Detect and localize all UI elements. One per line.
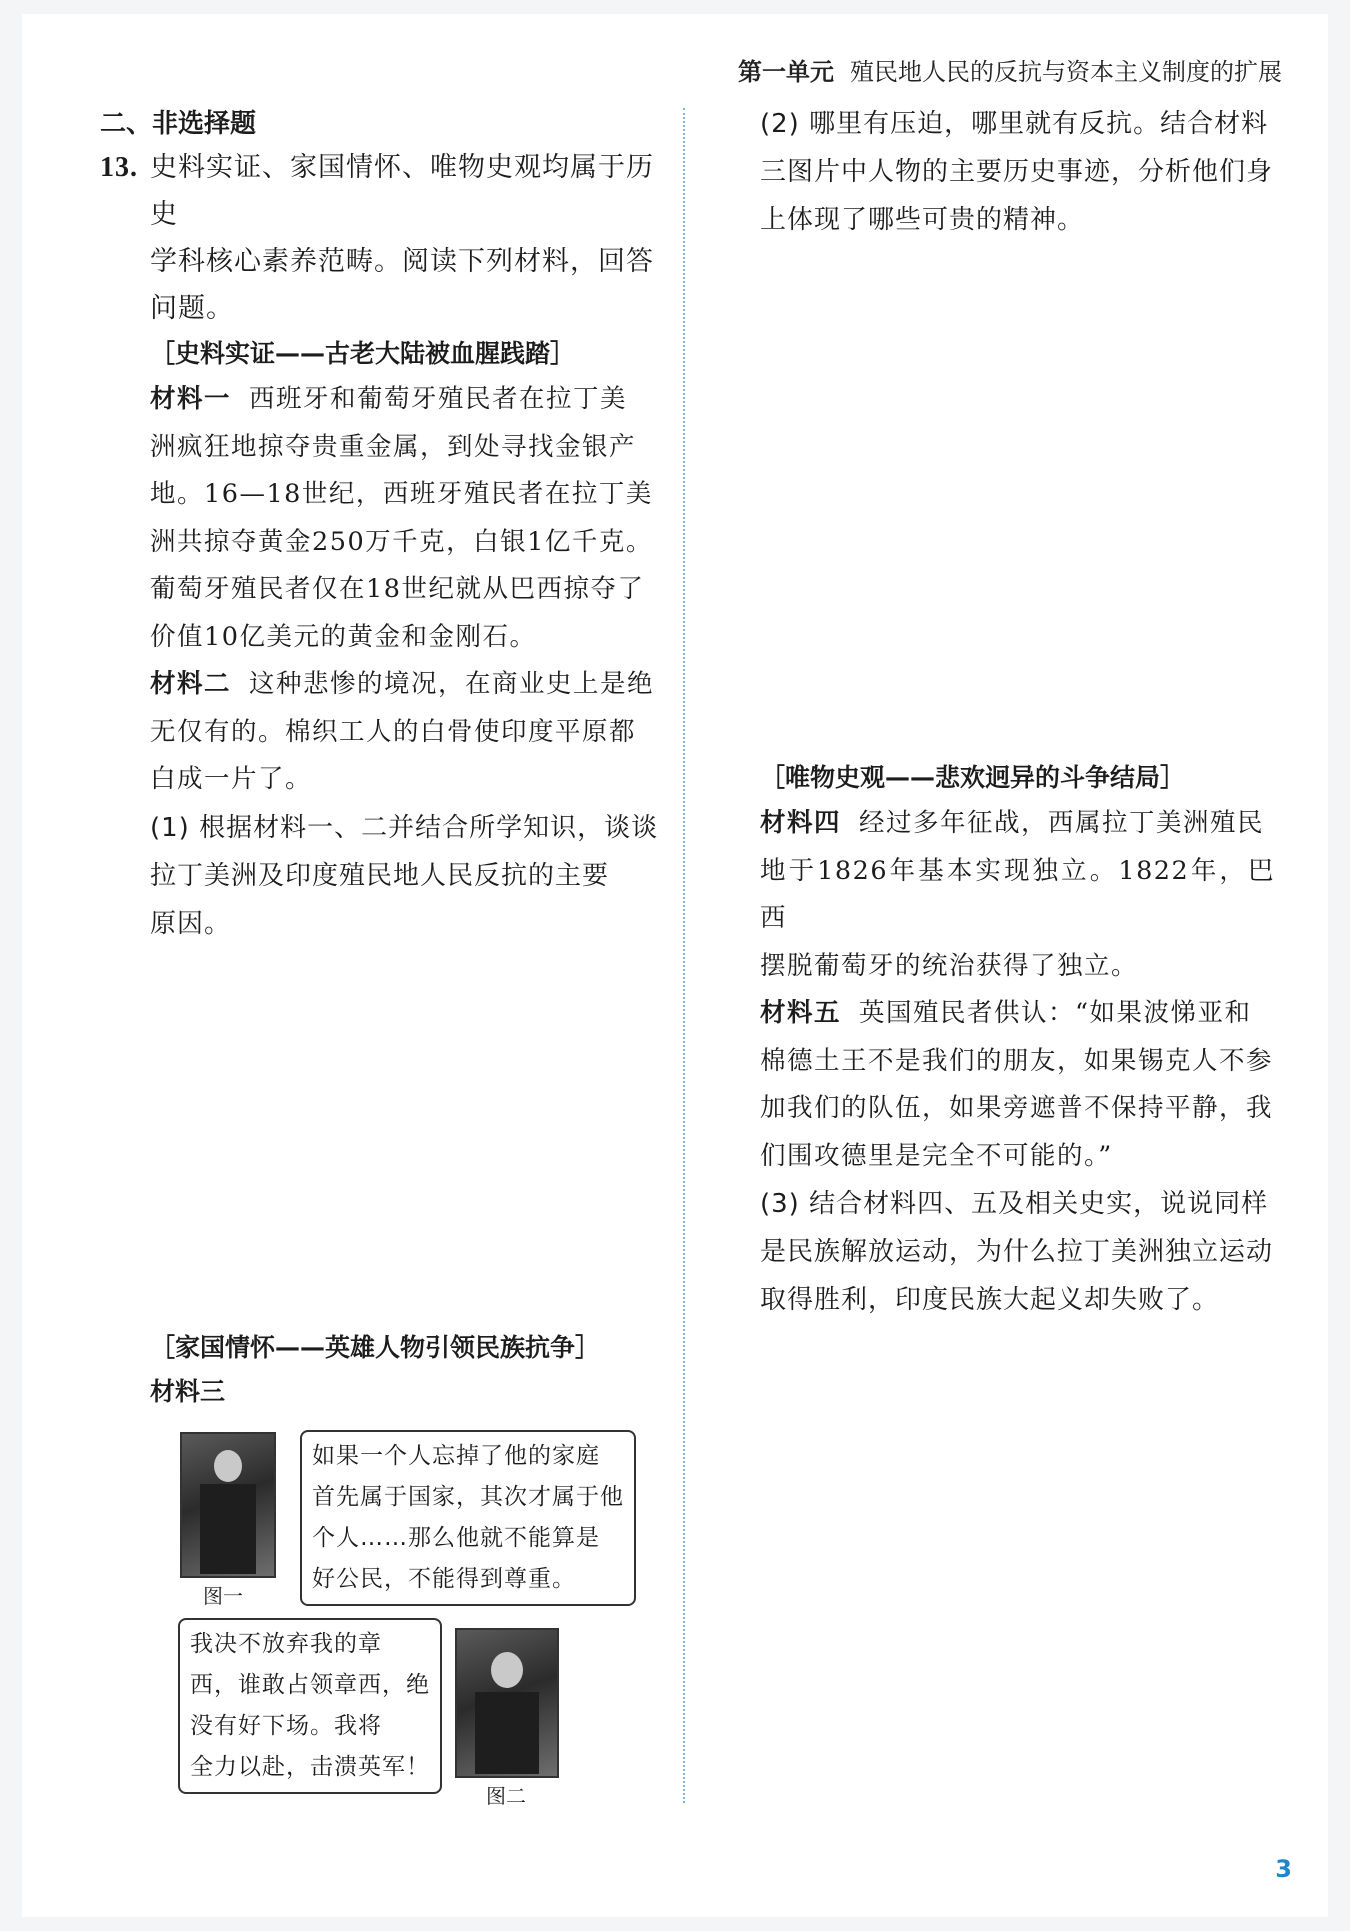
material-2-line: 这种悲惨的境况，在商业史上是绝	[249, 669, 655, 699]
unit-label: 第一单元	[738, 58, 834, 86]
right-column	[760, 104, 1275, 244]
material-1	[150, 376, 670, 661]
heading-evidence: ［史料实证——古老大陆被血腥践踏］	[150, 339, 576, 368]
question-13-intro	[100, 144, 670, 332]
bubble-2-line: 我决不放弃我的章	[190, 1631, 382, 1657]
section-title: 二、非选择题	[100, 109, 257, 139]
figure-2-caption: 图二	[486, 1784, 526, 1808]
materials-4-5-section	[760, 756, 1275, 1324]
sub-question-1-line: 原因。	[150, 908, 232, 939]
material-5-label: 材料五	[760, 998, 842, 1028]
bubble-1-line: 首先属于国家，其次才属于他	[312, 1484, 624, 1510]
sub-question-3-line: 是民族解放运动，为什么拉丁美洲独立运动	[760, 1237, 1274, 1267]
sub-question-2-line: 三图片中人物的主要历史事迹，分析他们身	[760, 157, 1274, 187]
material-5-line: 加我们的队伍，如果旁遮普不保持平静，我	[760, 1093, 1274, 1123]
material-3-section	[150, 1326, 670, 1414]
left-column	[100, 104, 670, 948]
material-1-line: 葡萄牙殖民者仅在18世纪就从巴西掠夺了	[150, 574, 645, 604]
material-1-line: 洲疯狂地掠夺贵重金属，到处寻找金银产	[150, 431, 637, 462]
material-1-label: 材料一	[150, 384, 232, 414]
material-1-line: 地。16—18世纪，西班牙殖民者在拉丁美	[150, 479, 653, 509]
material-5-line: 棉德土王不是我们的朋友，如果锡克人不参	[760, 1045, 1274, 1076]
sub-question-1	[150, 804, 670, 948]
sub-question-2-line: 上体现了哪些可贵的精神。	[760, 205, 1085, 235]
intro-line: 学科核心素养范畴。阅读下列材料，回答	[150, 246, 654, 277]
material-3-label: 材料三	[150, 1377, 226, 1406]
material-4	[760, 800, 1275, 990]
material-4-line: 摆脱葡萄牙的统治获得了独立。	[760, 950, 1139, 981]
material-2-label: 材料二	[150, 669, 232, 699]
material-5	[760, 990, 1275, 1180]
figure-1-caption: 图一	[203, 1584, 243, 1608]
heading-materialism: ［唯物史观——悲欢迥异的斗争结局］	[760, 763, 1186, 792]
bubble-1-line: 个人……那么他就不能算是	[312, 1525, 600, 1551]
material-4-label: 材料四	[760, 808, 842, 838]
column-divider	[683, 108, 685, 1803]
page-header	[738, 52, 1282, 87]
bubble-2-line: 西，谁敢占领章西，绝	[190, 1672, 430, 1698]
intro-line: 问题。	[150, 293, 234, 324]
bubble-2-line: 全力以赴，击溃英军！	[190, 1754, 430, 1780]
sub-question-3-line: 取得胜利，印度民族大起义却失败了。	[760, 1285, 1220, 1315]
sub-question-3	[760, 1180, 1275, 1324]
question-number: 13.	[100, 152, 138, 183]
bubble-1-line: 好公民，不能得到尊重。	[312, 1566, 576, 1592]
material-1-line: 洲共掠夺黄金250万千克，白银1亿千克。	[150, 526, 653, 557]
speech-bubble-1	[300, 1430, 636, 1606]
material-2	[150, 661, 670, 804]
material-2-line: 白成一片了。	[150, 764, 313, 794]
material-1-line: 价值10亿美元的黄金和金刚石。	[150, 621, 537, 652]
material-2-line: 无仅有的。棉织工人的白骨使印度平原都	[150, 716, 637, 747]
sub-question-2-line: (2) 哪里有压迫，哪里就有反抗。结合材料	[760, 109, 1269, 139]
sub-question-2	[760, 100, 1275, 244]
material-4-line: 经过多年征战，西属拉丁美洲殖民	[859, 808, 1265, 838]
material-1-line: 西班牙和葡萄牙殖民者在拉丁美	[249, 384, 628, 414]
material-5-line: 们围攻德里是完全不可能的。”	[760, 1140, 1113, 1171]
portrait-figure-1	[180, 1432, 276, 1578]
portrait-figure-2	[455, 1628, 559, 1778]
sub-question-3-line: (3) 结合材料四、五及相关史实，说说同样	[760, 1189, 1269, 1219]
sub-question-1-line: (1) 根据材料一、二并结合所学知识，谈谈	[150, 812, 659, 843]
unit-title: 殖民地人民的反抗与资本主义制度的扩展	[850, 58, 1282, 86]
intro-line: 史料实证、家国情怀、唯物史观均属于历史	[150, 152, 654, 230]
page-number: 3	[1275, 1855, 1292, 1883]
material-4-line: 地于1826年基本实现独立。1822年，巴西	[760, 855, 1275, 933]
material-5-line: 英国殖民者供认：“如果波悌亚和	[859, 998, 1252, 1028]
sub-question-1-line: 拉丁美洲及印度殖民地人民反抗的主要	[150, 860, 610, 891]
speech-bubble-2	[178, 1618, 442, 1794]
bubble-2-line: 没有好下场。我将	[190, 1713, 382, 1739]
heading-patriotism: ［家国情怀——英雄人物引领民族抗争］	[150, 1333, 601, 1362]
bubble-1-line: 如果一个人忘掉了他的家庭	[312, 1443, 600, 1469]
